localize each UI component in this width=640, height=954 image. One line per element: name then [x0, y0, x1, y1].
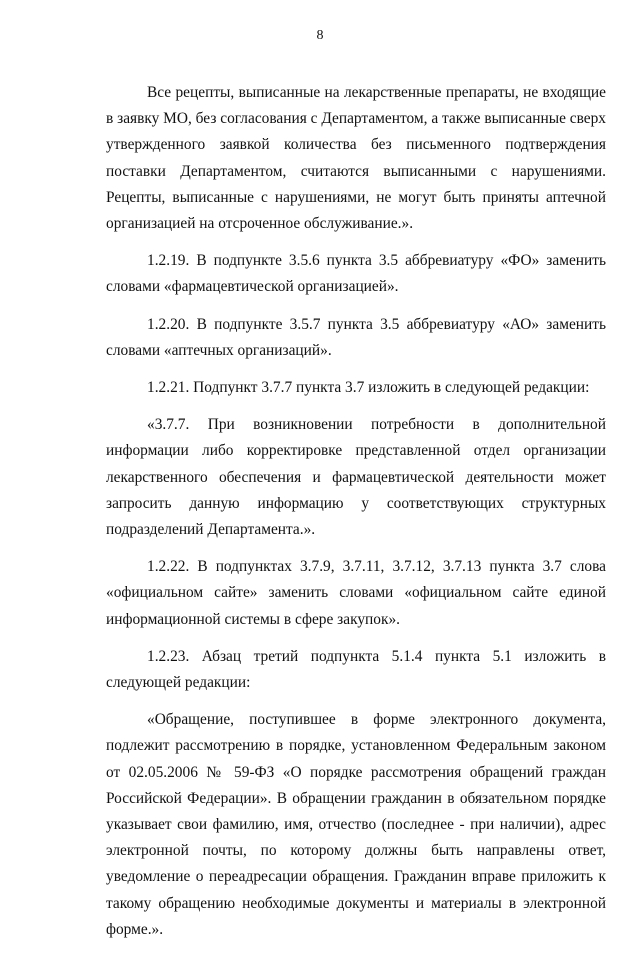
- paragraph-recipes-rules: Все рецепты, выписанные на лекарственные препараты, не входящие в заявку МО, без согласования с Департаментом, а также выписанные сверх утвержденного заявкой количества без письменного подтверждения поставки Департаментом, считаются выписанными с нарушениями. Рецепты, выписанные с нарушениями, не могут быть приняты аптечной организацией на отсроченное обслуживание.».: [106, 84, 606, 233]
- paragraph-1-2-21: 1.2.21. Подпункт 3.7.7 пункта 3.7 изложить в следующей редакции:: [147, 379, 590, 397]
- paragraph-1-2-22: 1.2.22. В подпунктах 3.7.9, 3.7.11, 3.7.12, 3.7.13 пункта 3.7 слова «официальном сайте» заменить словами «официальном сайте единой информационной системы в сфере закупок».: [106, 558, 606, 628]
- paragraph-1-2-19: 1.2.19. В подпункте 3.5.6 пункта 3.5 аббревиатуру «ФО» заменить словами «фармацевтической организацией».: [106, 252, 606, 296]
- paragraph-1-2-20: 1.2.20. В подпункте 3.5.7 пункта 3.5 аббревиатуру «АО» заменить словами «аптечных организаций».: [106, 315, 606, 359]
- paragraph-3-7-7-quote: «3.7.7. При возникновении потребности в дополнительной информации либо корректировке представленной отдел организации лекарственного обеспечения и фармацевтической деятельности может запросить данную информацию у соответствующих структурных подразделений Департамента.».: [106, 416, 606, 539]
- page-number: 8: [316, 28, 324, 43]
- document-body: [106, 80, 606, 954]
- paragraph-appeal-quote: «Обращение, поступившее в форме электронного документа, подлежит рассмотрению в порядке, установленном Федеральным законом от 02.05.2006 № 59-ФЗ «О порядке рассмотрения обращений граждан Российской Федерации». В обращении гражданин в обязательном порядке указывает свои фамилию, имя, отчество (последнее - при наличии), адрес электронной почты, по которому должны быть направлены ответ, уведомление о переадресации обращения. Гражданин вправе приложить к такому обращению необходимые документы и материалы в электронной форме.».: [106, 711, 606, 938]
- paragraph-1-2-23: 1.2.23. Абзац третий подпункта 5.1.4 пункта 5.1 изложить в следующей редакции:: [106, 647, 606, 692]
